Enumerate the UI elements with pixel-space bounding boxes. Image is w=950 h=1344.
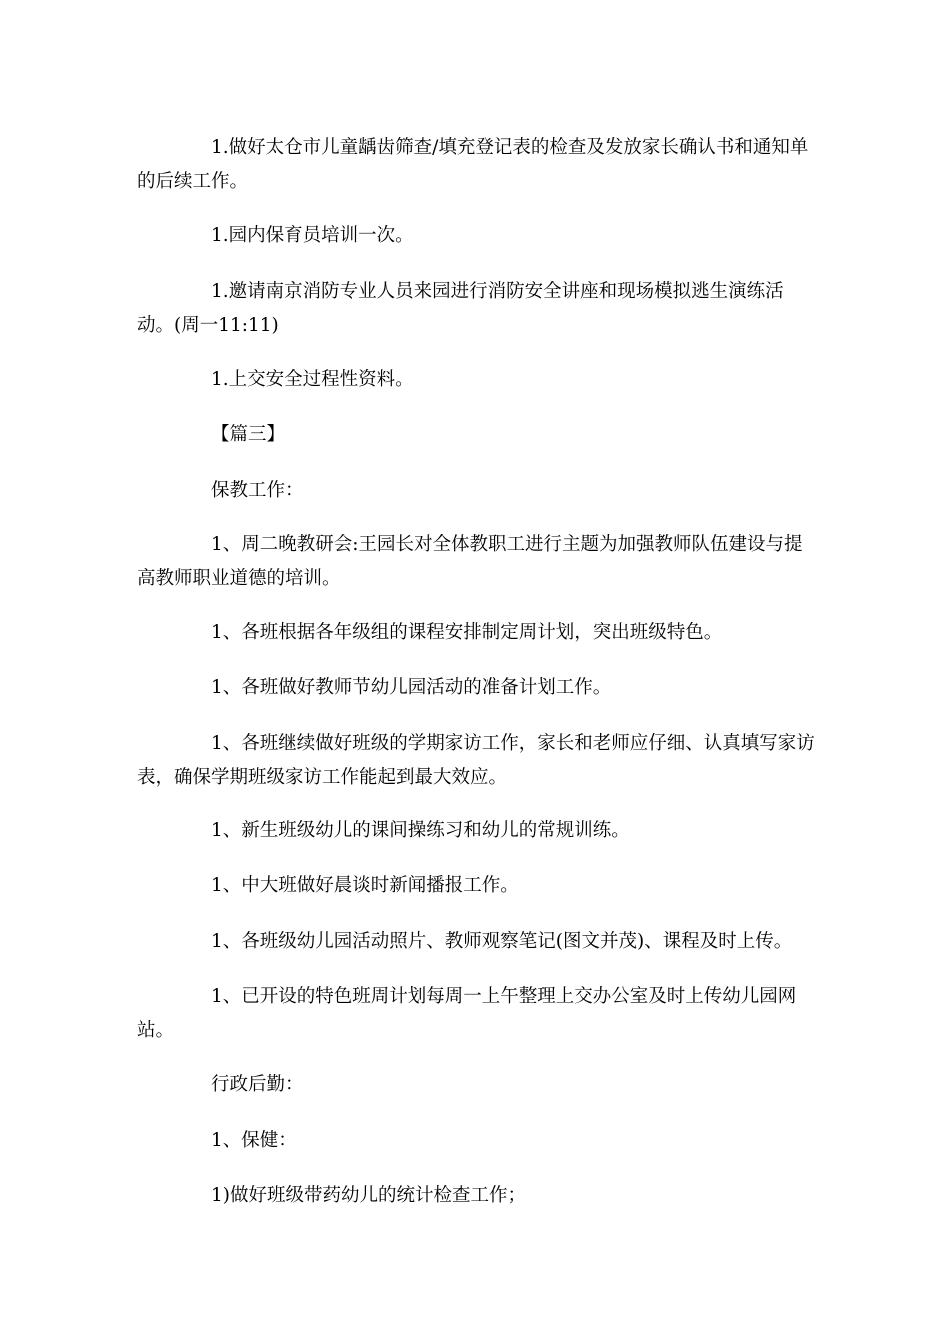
paragraph-weekly-plan: 1、各班根据各年级组的课程安排制定周计划，突出班级特色。 [211, 622, 723, 643]
paragraph-news-broadcast: 1、中大班做好晨谈时新闻播报工作。 [211, 875, 519, 896]
subheading-healthcare: 1、保健： [211, 1130, 297, 1151]
paragraph-fire-safety: 1.邀请南京消防专业人员来园进行消防安全讲座和现场模拟逃生演练活动。(周一11:11) [137, 281, 784, 336]
paragraph-teachers-day: 1、各班做好教师节幼儿园活动的准备计划工作。 [211, 677, 612, 698]
subheading-admin-logistics: 行政后勤： [211, 1074, 304, 1095]
paragraph-nurse-training: 1.园内保育员培训一次。 [211, 225, 414, 246]
paragraph-exercise-training: 1、新生班级幼儿的课间操练习和幼儿的常规训练。 [211, 820, 630, 841]
subheading-teaching-work: 保教工作： [211, 480, 304, 501]
paragraph-teaching-research: 1、周二晚教研会:王园长对全体教职工进行主题为加强教师队伍建设与提高教师职业道德的培训。 [137, 534, 803, 589]
section-heading: 【篇三】 [211, 424, 286, 445]
paragraph-special-classes: 1、已开设的特色班周计划每周一上午整理上交办公室及时上传幼儿园网站。 [137, 986, 797, 1041]
paragraph-photo-upload: 1、各班级幼儿园活动照片、教师观察笔记(图文并茂)、课程及时上传。 [211, 931, 793, 952]
paragraph-dental-screening: 1.做好太仓市儿童龋齿筛查/填充登记表的检查及发放家长确认书和通知单的后续工作。 [137, 137, 809, 192]
paragraph-home-visits: 1、各班继续做好班级的学期家访工作，家长和老师应仔细、认真填写家访表，确保学期班级家访工作能起到最大效应。 [137, 733, 815, 788]
paragraph-safety-materials: 1.上交安全过程性资料。 [211, 369, 414, 390]
paragraph-medicine-check: 1)做好班级带药幼儿的统计检查工作； [211, 1185, 526, 1206]
